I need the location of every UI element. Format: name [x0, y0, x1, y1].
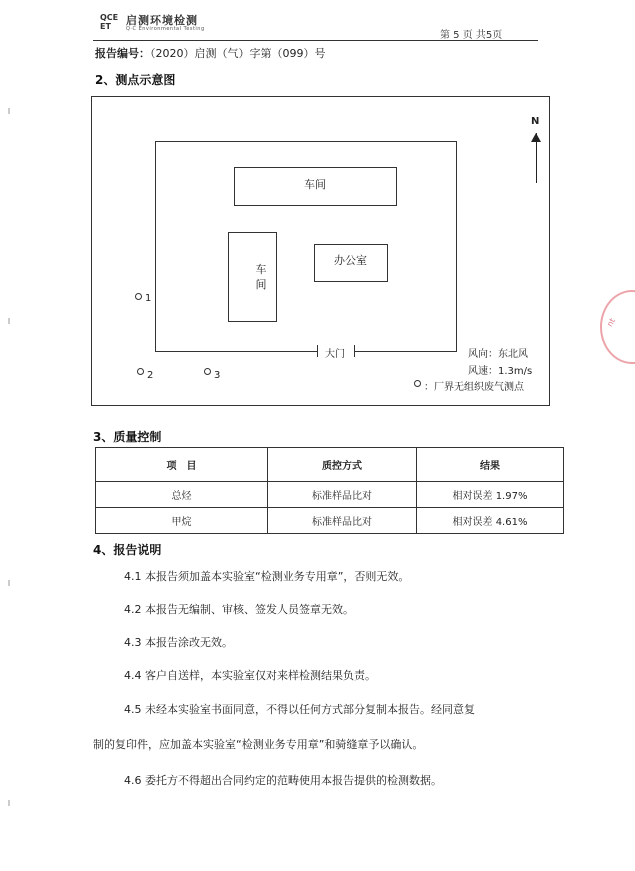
company-logo-mark: QCE ET — [100, 13, 119, 31]
legend-point-icon — [414, 380, 421, 387]
header-item: 项 目 — [96, 448, 268, 482]
header-result: 结果 — [417, 448, 564, 482]
header-method: 质控方式 — [268, 448, 417, 482]
sampling-point-1 — [135, 293, 142, 300]
section-3-title: 3、质量控制 — [93, 430, 162, 444]
quality-control-table — [95, 447, 564, 534]
north-label: N — [531, 116, 540, 127]
workshop-left — [228, 232, 277, 322]
note-4-6: 4.6 委托方不得超出合同约定的范畴使用本报告提供的检测数据。 — [124, 774, 442, 787]
scan-mark — [8, 800, 10, 806]
table-cell: 相对误差 1.97% — [417, 482, 564, 508]
table-row — [96, 482, 564, 508]
wind-speed: 风速：1.3m/s — [468, 366, 533, 377]
note-4-4: 4.4 客户自送样，本实验室仅对来样检测结果负责。 — [124, 669, 376, 682]
table-cell: 标准样品比对 — [268, 508, 417, 534]
section-2-title: 2、测点示意图 — [95, 73, 176, 87]
north-arrow-shaft — [536, 133, 537, 183]
header-divider — [93, 40, 538, 41]
note-4-2: 4.2 本报告无编制、审核、签发人员签章无效。 — [124, 603, 354, 616]
note-4-3: 4.3 本报告涂改无效。 — [124, 636, 233, 649]
report-number-value: （2020）启测（气）字第（099）号 — [150, 47, 326, 60]
sampling-point-3-label: 3 — [214, 370, 221, 381]
table-cell: 甲烷 — [96, 508, 268, 534]
scan-mark — [8, 318, 10, 324]
table-row — [96, 508, 564, 534]
company-name-en: Q·C Environmental Testing — [126, 26, 205, 32]
sampling-point-2 — [137, 368, 144, 375]
sampling-point-1-label: 1 — [145, 293, 152, 304]
note-4-1: 4.1 本报告须加盖本实验室“检测业务专用章”，否则无效。 — [124, 570, 410, 583]
report-number-label: 报告编号： — [95, 47, 150, 60]
wind-direction: 风向：东北风 — [468, 349, 528, 360]
scan-mark — [8, 108, 10, 114]
table-cell: 相对误差 4.61% — [417, 508, 564, 534]
table-header-row — [96, 448, 564, 482]
note-4-5: 4.5 未经本实验室书面同意，不得以任何方式部分复制本报告。经同意复 — [124, 703, 475, 716]
scan-mark — [8, 580, 10, 586]
workshop-left-label: 车 间 — [255, 263, 267, 291]
gate-label: 大门 — [325, 349, 345, 360]
official-seal — [600, 290, 635, 364]
legend-text: ：厂界无组织废气测点 — [424, 382, 524, 393]
sampling-point-2-label: 2 — [147, 370, 154, 381]
sampling-point-3 — [204, 368, 211, 375]
company-name-cn: 启测环境检测 — [126, 14, 198, 27]
gate-post-right — [354, 345, 355, 357]
workshop-top-label: 车间 — [304, 178, 326, 191]
table-cell: 总烃 — [96, 482, 268, 508]
gate-post-left — [317, 345, 318, 357]
note-4-5-cont: 制的复印件，应加盖本实验室“检测业务专用章”和骑缝章予以确认。 — [93, 738, 424, 751]
page-number: 第 5 页 共5页 — [440, 30, 503, 41]
table-cell: 标准样品比对 — [268, 482, 417, 508]
office-label: 办公室 — [334, 254, 367, 267]
report-number — [95, 45, 326, 61]
section-4-title: 4、报告说明 — [93, 543, 162, 557]
seal-text: nt — [605, 316, 618, 329]
